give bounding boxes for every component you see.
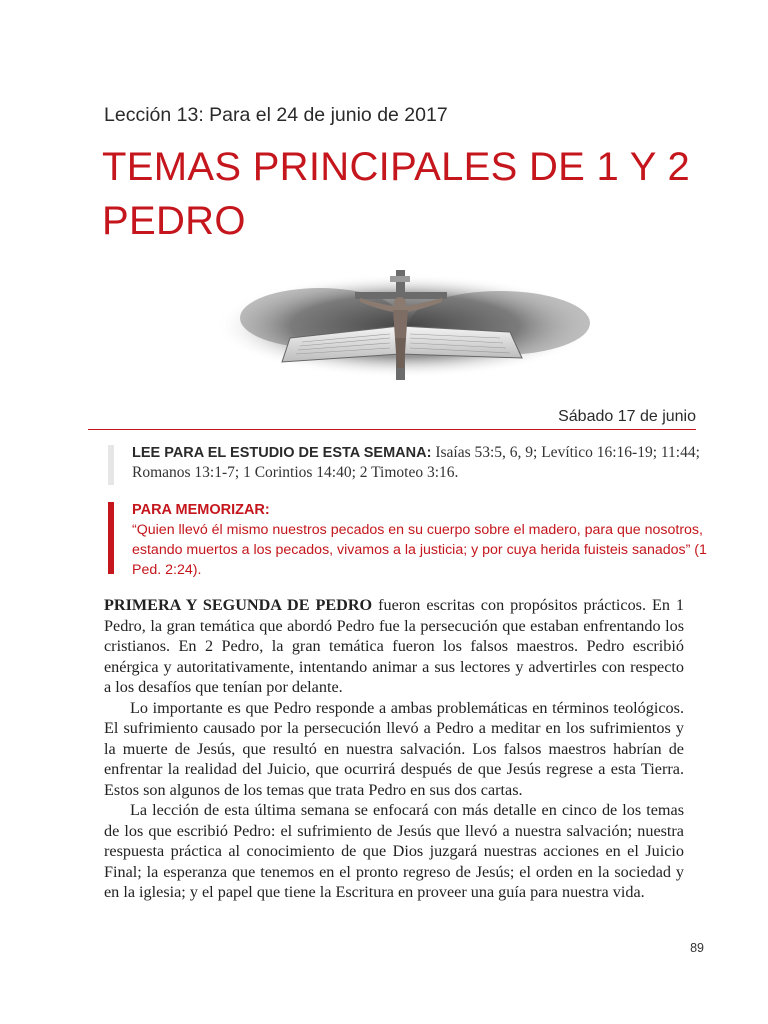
memory-bar bbox=[108, 502, 114, 574]
page-title: TEMAS PRINCIPALES DE 1 Y 2 PEDRO bbox=[102, 145, 691, 243]
study-date: Sábado 17 de junio bbox=[558, 408, 696, 425]
reading-assignment bbox=[108, 443, 722, 483]
lesson-line: Lección 13: Para el 24 de junio de 2017 bbox=[104, 104, 448, 126]
page-number: 89 bbox=[690, 941, 704, 955]
paragraph-2: Lo importante es que Pedro responde a ambas problemáticas en términos teológicos. El sufrimiento causado por la persecución llevó a Pedro a meditar en los sufrimientos y la muerte de Jesús, que resultó en nuestra salvación. Los falsos maestros habrían de enfrentar la realidad del Juicio, que ocurrirá después de que Jesús regrese a esta Tierra. Estos son algunos de los temas que trata Pedro en sus dos cartas. bbox=[104, 698, 684, 799]
memory-verse bbox=[108, 500, 722, 580]
memory-heading: PARA MEMORIZAR: bbox=[132, 502, 270, 518]
divider bbox=[88, 429, 696, 430]
paragraph-1 bbox=[104, 595, 684, 698]
lead-in: PRIMERA Y SEGUNDA DE PEDRO bbox=[104, 596, 373, 614]
reading-bar bbox=[108, 445, 114, 485]
reading-references: Isaías 53:5, 6, 9; Levítico 16:16-19; 11:44; Romanos 13:1-7; 1 Corintios 14:40; 2 Timoteo 3:16. bbox=[132, 444, 700, 481]
reading-paragraph bbox=[132, 443, 722, 483]
paragraph-3: La lección de esta última semana se enfocará con más detalle en cinco de los temas de los que escribió Pedro: el sufrimiento de Jesús que llevó a nuestra salvación; nuestra respuesta práctica al conocimiento de que Dios juzgará nuestras acciones en el Juicio Final; la esperanza que tenemos en el pronto regreso de Jesús; el orden en la sociedad y en la iglesia; y el papel que tiene la Escritura en proveer una guía para nuestra vida. bbox=[104, 801, 684, 901]
reading-heading: LEE PARA EL ESTUDIO DE ESTA SEMANA: bbox=[132, 445, 432, 461]
memory-verse-text: “Quien llevó él mismo nuestros pecados en su cuerpo sobre el madero, para que nosotros, estando muertos a los pecados, vivamos a la justicia; y por cuya herida fuisteis sanados” (1 Ped. 2:24). bbox=[132, 522, 707, 578]
paragraph-1-text: fueron escritas con propósitos prácticos. En 1 Pedro, la gran temática que abordó Pedro fue la persecución que estaban enfrentando los cristianos. En 2 Pedro, la gran temática fueron los falsos maestros. Pedro escribió enérgica y autoritativamente, intentando animar a sus lectores y advertirles con respecto a los desafíos que tenían por delante. bbox=[104, 596, 684, 696]
crucifix-over-open-bible-icon bbox=[210, 268, 610, 388]
lesson-introduction bbox=[104, 595, 684, 903]
